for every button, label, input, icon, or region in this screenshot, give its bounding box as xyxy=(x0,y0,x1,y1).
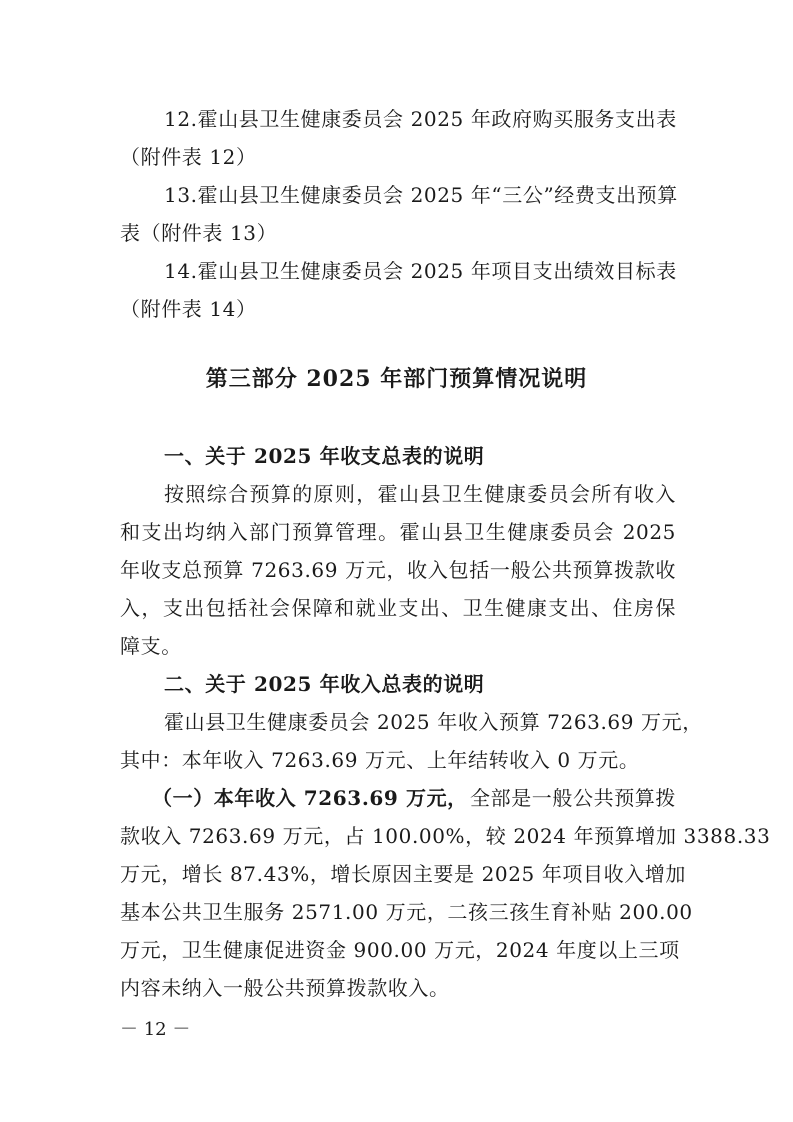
para1-line4: 入，支出包括社会保障和就业支出、卫生健康支出、住房保 xyxy=(120,596,676,620)
para1-line1: 按照综合预算的原则，霍山县卫生健康委员会所有收入 xyxy=(164,482,676,506)
para3-line1 xyxy=(152,784,676,812)
para1-line5: 障支。 xyxy=(120,634,182,658)
para3-line5: 万元，卫生健康促进资金 900.00 万元，2024 年度以上三项 xyxy=(120,938,680,962)
para3-line2: 款收入 7263.69 万元，占 100.00%，较 2024 年预算增加 3388.33 xyxy=(120,824,771,848)
para3-line3: 万元，增长 87.43%，增长原因主要是 2025 年项目收入增加 xyxy=(120,862,687,886)
attachment-item-13-note: 表（附件表 13） xyxy=(120,221,278,245)
section-title: 第三部分 2025 年部门预算情况说明 xyxy=(205,366,588,392)
para1-line3: 年收支总预算 7263.69 万元，收入包括一般公共预算拨款收 xyxy=(120,558,676,582)
attachment-item-13: 13.霍山县卫生健康委员会 2025 年“三公”经费支出预算 xyxy=(164,183,678,207)
heading-income-expense-summary: 一、关于 2025 年收支总表的说明 xyxy=(164,444,485,468)
attachment-item-14: 14.霍山县卫生健康委员会 2025 年项目支出绩效目标表 xyxy=(164,259,677,283)
para2-line2: 其中：本年收入 7263.69 万元、上年结转收入 0 万元。 xyxy=(120,748,640,772)
para3-first-rest: 全部是一般公共预算拨 xyxy=(470,786,676,810)
para3-line4: 基本公共卫生服务 2571.00 万元，二孩三孩生育补贴 200.00 xyxy=(120,900,693,924)
attachment-item-12-note: （附件表 12） xyxy=(120,145,257,169)
attachment-item-12: 12.霍山县卫生健康委员会 2025 年政府购买服务支出表 xyxy=(164,107,677,131)
para1-line2: 和支出均纳入部门预算管理。霍山县卫生健康委员会 2025 xyxy=(120,520,676,544)
para2-line1: 霍山县卫生健康委员会 2025 年收入预算 7263.69 万元， xyxy=(164,710,703,734)
page-number: － 12 － xyxy=(120,1019,191,1040)
para3-bold-lead: （一）本年收入 7263.69 万元， xyxy=(152,786,468,810)
attachment-item-14-note: （附件表 14） xyxy=(120,297,257,321)
heading-income-summary: 二、关于 2025 年收入总表的说明 xyxy=(164,672,485,696)
para3-line6: 内容未纳入一般公共预算拨款收入。 xyxy=(120,976,450,1000)
